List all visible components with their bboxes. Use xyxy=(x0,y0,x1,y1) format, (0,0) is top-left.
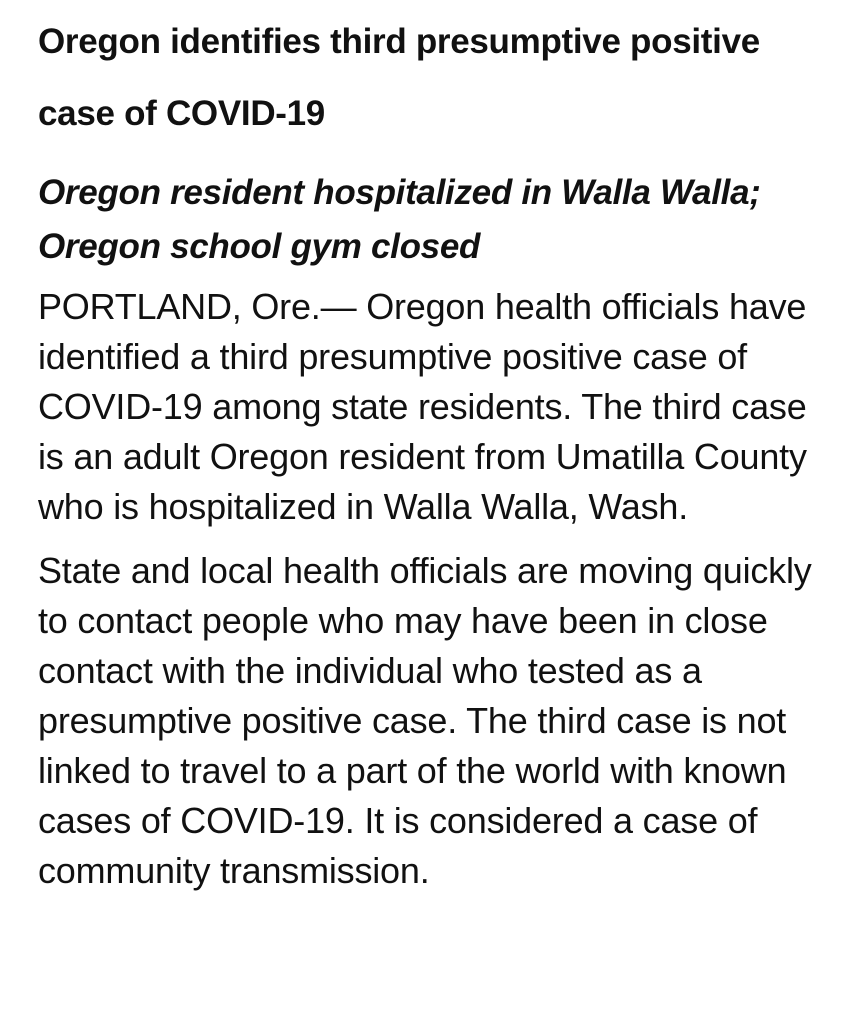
article-title: Oregon identifies third presumptive positive case of COVID-19 xyxy=(38,22,760,133)
article-subtitle: Oregon resident hospitalized in Walla Walla; Oregon school gym closed xyxy=(38,173,761,266)
article xyxy=(38,0,828,896)
article-paragraph-2: State and local health officials are moving quickly to contact people who may have been in close contact with the individual who tested as a presumptive positive case. The third case is not linked to travel to a part of the world with known cases of COVID-19. It is considered a case of community transmission. xyxy=(38,550,812,891)
article-paragraph-1: PORTLAND, Ore.— Oregon health officials have identified a third presumptive positive case of COVID-19 among state residents. The third case is an adult Oregon resident from Umatilla County who is hospitalized in Walla Walla, Wash. xyxy=(38,286,807,527)
